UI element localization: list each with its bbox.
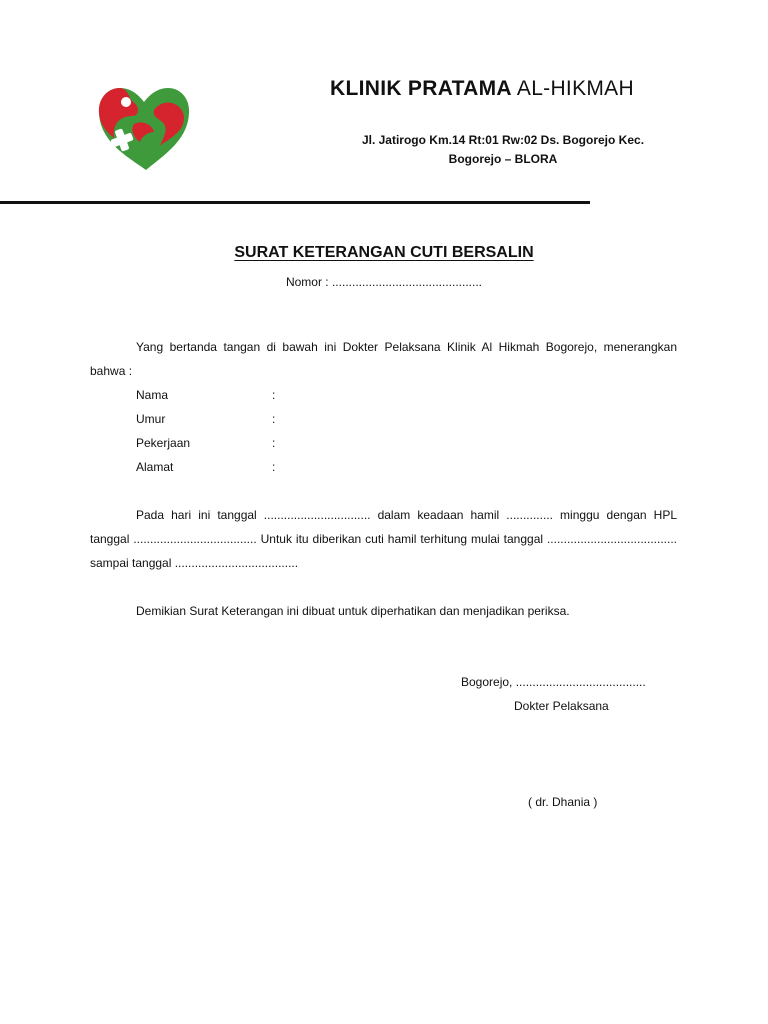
- field-label: Alamat: [136, 460, 174, 474]
- field-label: Nama: [136, 388, 169, 402]
- field-colon: :: [272, 436, 276, 450]
- field-colon: :: [272, 388, 276, 402]
- signer-name: ( dr. Dhania ): [528, 795, 598, 809]
- patient-fields: [136, 383, 292, 479]
- field-row-pekerjaan: [136, 431, 292, 455]
- clinic-name-bold: KLINIK PRATAMA: [330, 77, 512, 100]
- field-row-nama: [136, 383, 292, 407]
- opening-paragraph: Yang bertanda tangan di bawah ini Dokter Pelaksana Klinik Al Hikmah Bogorejo, menerangkan bahwa :: [90, 340, 677, 378]
- field-colon: :: [272, 412, 276, 426]
- clinic-name-light: AL-HIKMAH: [516, 77, 634, 100]
- clinic-name: [330, 77, 634, 101]
- heart-medical-cross-logo-icon: [94, 80, 194, 174]
- field-label: Pekerjaan: [136, 436, 191, 450]
- address-line-1: Jl. Jatirogo Km.14 Rt:01 Rw:02 Ds. Bogorejo Kec.: [361, 133, 645, 147]
- place-date: Bogorejo, .......................................: [461, 675, 646, 689]
- address-line-2: Bogorejo – BLORA: [448, 152, 558, 166]
- field-colon: :: [272, 460, 276, 474]
- field-row-alamat: [136, 455, 292, 479]
- letter-title-text: SURAT KETERANGAN CUTI BERSALIN: [234, 244, 534, 261]
- letter-number: Nomor : .............................................: [285, 275, 483, 289]
- letter-title: [0, 244, 768, 262]
- closing-paragraph: Demikian Surat Keterangan ini dibuat untuk diperhatikan dan menjadikan periksa.: [136, 604, 570, 618]
- clinic-address: [338, 131, 668, 169]
- pregnancy-paragraph: Pada hari ini tanggal ................................ dalam keadaan hamil .............. minggu dengan HPL tanggal ..................................... Untuk itu diberikan cuti hamil terhitung mulai tanggal ....................................... sampai tanggal .....................................: [90, 508, 677, 570]
- signer-title: Dokter Pelaksana: [514, 699, 609, 713]
- field-row-umur: [136, 407, 292, 431]
- field-label: Umur: [136, 412, 166, 426]
- header-divider: [0, 201, 590, 204]
